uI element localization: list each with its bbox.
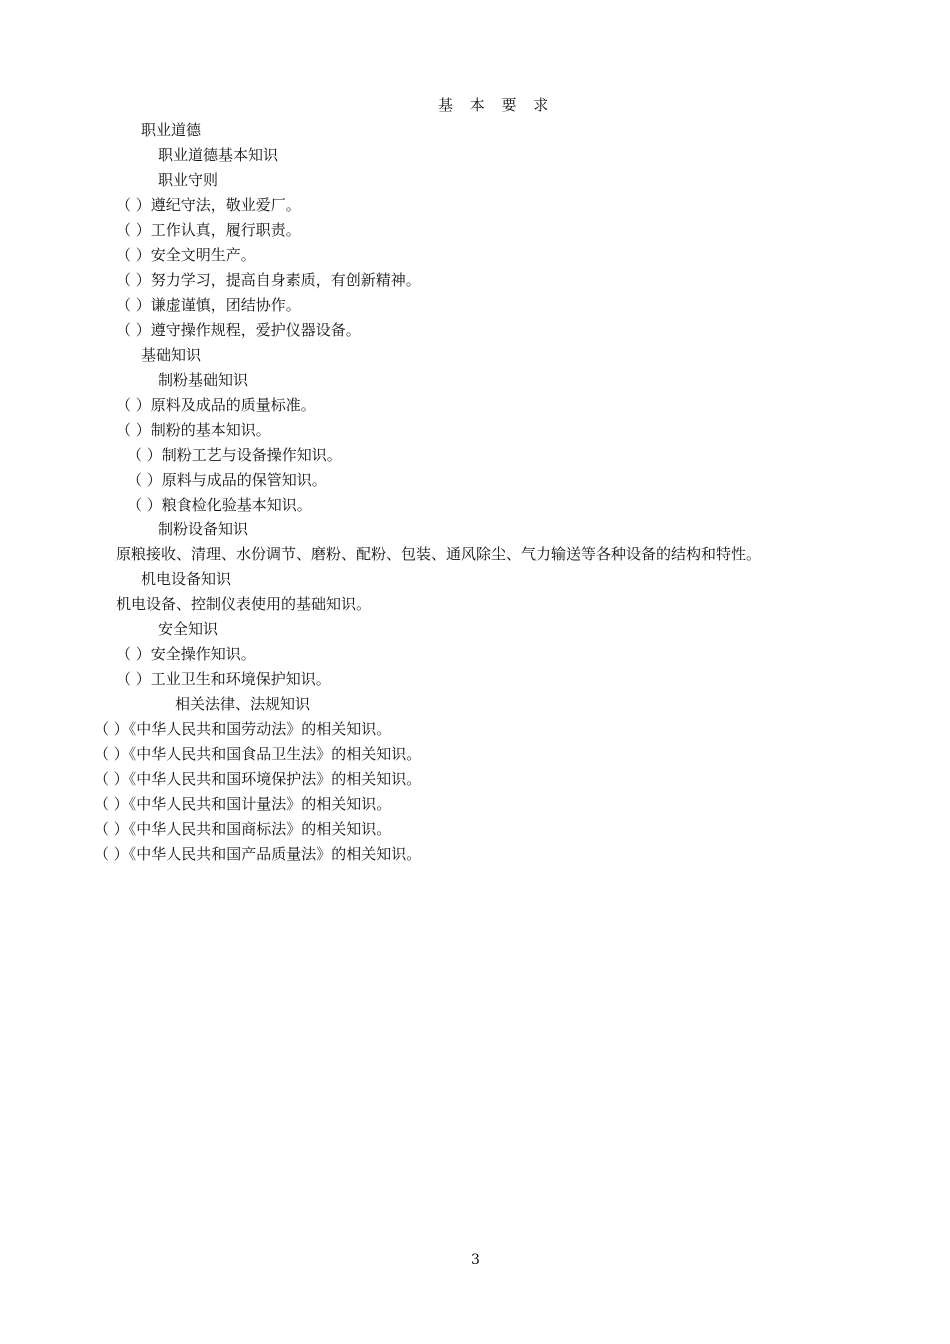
list-item: （ ）遵纪守法，敬业爱厂。 [116, 196, 301, 214]
list-item: （ ）《中华人民共和国计量法》的相关知识。 [94, 795, 392, 813]
subheading-laws: 相关法律、法规知识 [175, 695, 311, 713]
list-item: （ ）原料与成品的保管知识。 [127, 471, 327, 489]
list-item: （ ）努力学习，提高自身素质，有创新精神。 [116, 271, 421, 289]
paragraph-equipment: 原粮接收、清理、水份调节、磨粉、配粉、包装、通风除尘、气力输送等各种设备的结构和特性。 [116, 545, 762, 563]
list-item: （ ）《中华人民共和国产品质量法》的相关知识。 [94, 845, 422, 863]
list-item: （ ）原料及成品的质量标准。 [116, 396, 316, 414]
section-heading-professional-ethics: 职业道德 [141, 121, 202, 139]
list-item: （ ）工业卫生和环境保护知识。 [116, 670, 331, 688]
list-item: （ ）《中华人民共和国环境保护法》的相关知识。 [94, 770, 422, 788]
list-item: （ ）粮食检化验基本知识。 [127, 496, 312, 514]
list-item: （ ）工作认真，履行职责。 [116, 221, 301, 239]
list-item: （ ）制粉工艺与设备操作知识。 [127, 446, 342, 464]
list-item: （ ）安全文明生产。 [116, 246, 256, 264]
paragraph-electromechanical: 机电设备、控制仪表使用的基础知识。 [116, 595, 372, 613]
subheading-milling-equipment: 制粉设备知识 [158, 520, 249, 538]
list-item: （ ）《中华人民共和国劳动法》的相关知识。 [94, 720, 392, 738]
subheading-electromechanical: 机电设备知识 [141, 570, 232, 588]
subheading-code-of-conduct: 职业守则 [158, 171, 219, 189]
section-heading-basic-knowledge: 基础知识 [141, 346, 202, 364]
list-item: （ ）谦虚谨慎，团结协作。 [116, 296, 301, 314]
page-number: 3 [471, 1252, 480, 1268]
subheading-safety: 安全知识 [158, 620, 219, 638]
list-item: （ ）《中华人民共和国食品卫生法》的相关知识。 [94, 745, 422, 763]
list-item: （ ）遵守操作规程，爱护仪器设备。 [116, 321, 361, 339]
page-title: 基 本 要 求 [438, 96, 555, 114]
subheading-ethics-basics: 职业道德基本知识 [158, 146, 279, 164]
list-item: （ ）制粉的基本知识。 [116, 421, 271, 439]
list-item: （ ）安全操作知识。 [116, 645, 256, 663]
subheading-milling-basics: 制粉基础知识 [158, 371, 249, 389]
list-item: （ ）《中华人民共和国商标法》的相关知识。 [94, 820, 392, 838]
